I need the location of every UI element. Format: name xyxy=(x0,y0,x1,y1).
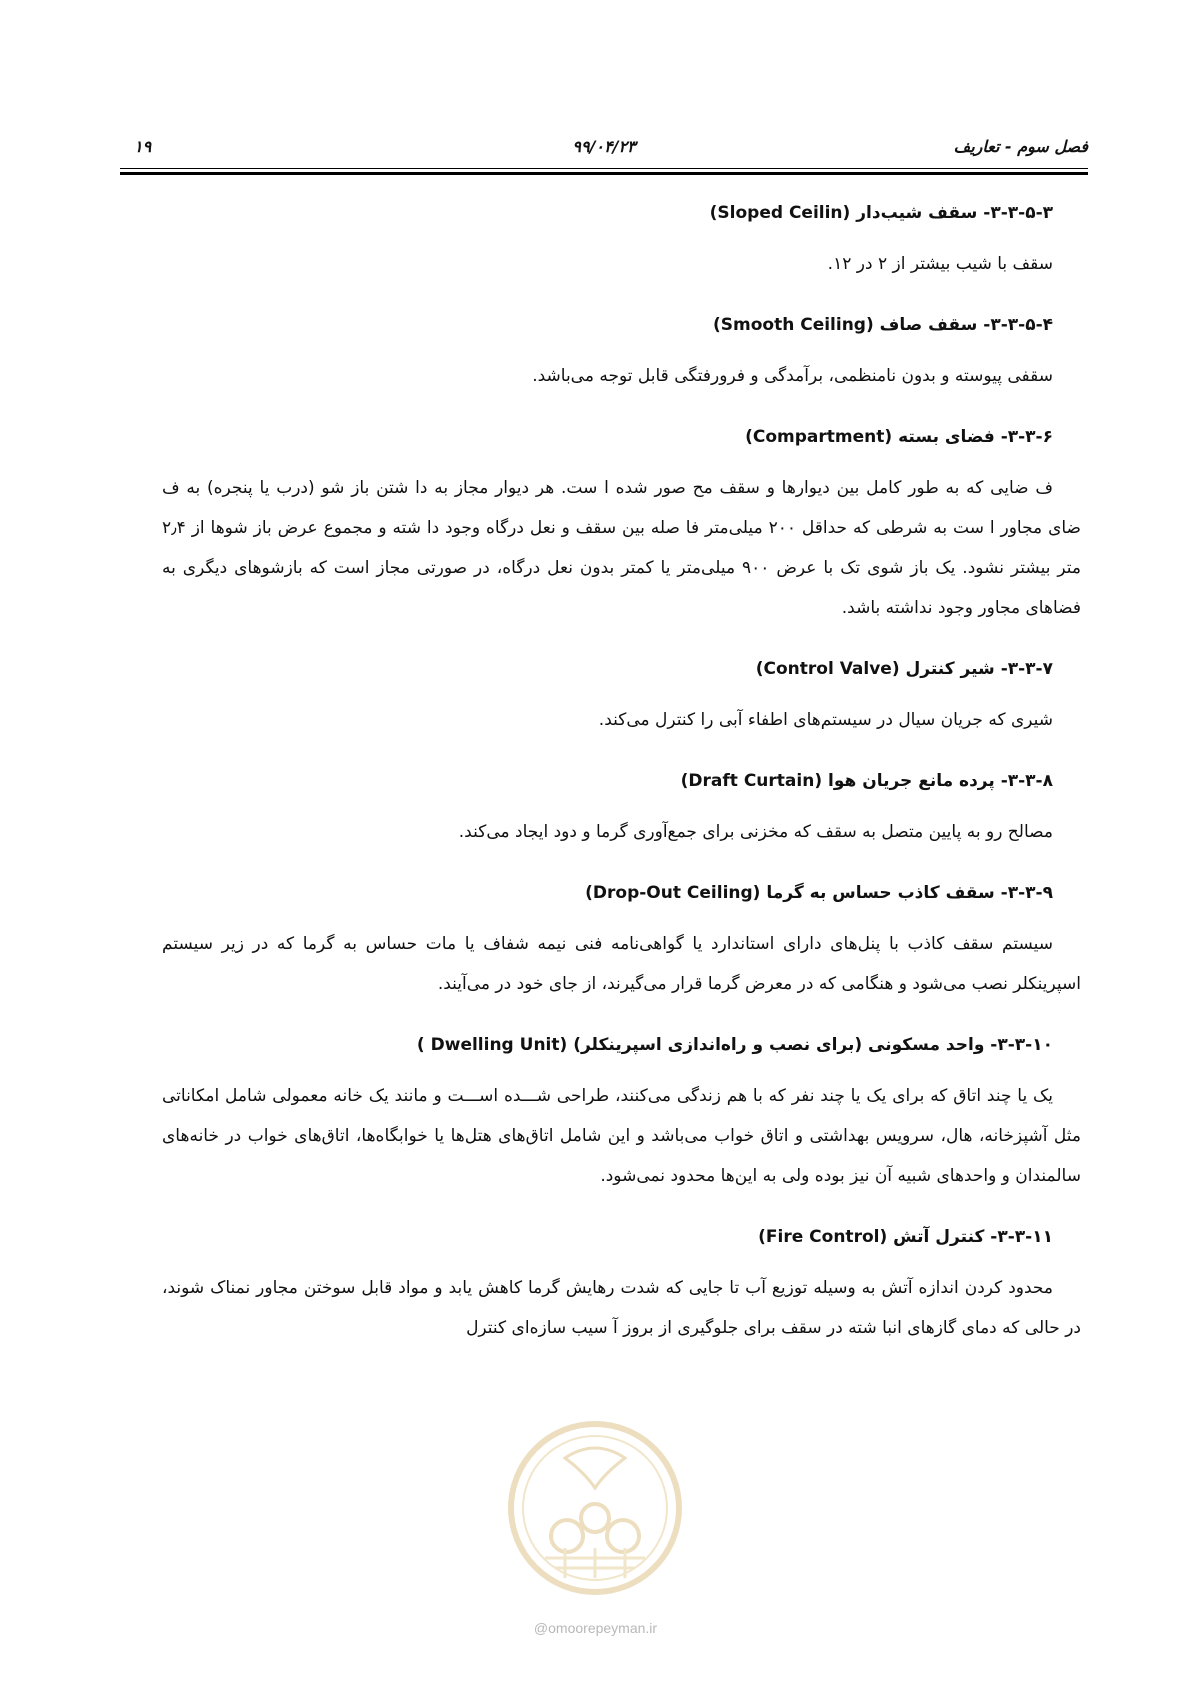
section-body: سیستم سقف کاذب با پنل‌های دارای استاندارد یا گواهی‌نامه فنی نیمه شفاف یا مات حساس به گرما که در زیر سیستم اسپرینکلر نصب می‌شود و هنگامی که در معرض گرما قرار می‌گیرند، از جای خود در می‌آیند. xyxy=(162,934,1081,994)
section-body: یک یا چند اتاق که برای یک یا چند نفر که با هم زندگی می‌کنند، طراحی شـــده اســـت و مانند یک خانه معمولی شامل امکاناتی مثل آشپزخانه، هال، سرویس بهداشتی و اتاق خواب می‌باشد و این شامل اتاق‌های هتل‌ها یا خوابگاه‌ها، اتاق‌های خواب در خانه‌های سالمندان و واحدهای شبیه آن نیز بوده ولی به این‌ها محدود نمی‌شود. xyxy=(162,1086,1081,1186)
header-date: ۹۹/۰۴/۲۳ xyxy=(572,137,636,156)
section-heading: ۳-۳-۵-۳- سقف شیب‌دار (Sloped Ceilin) xyxy=(709,203,1053,223)
header-rule-thick xyxy=(120,172,1088,175)
header-rule-thin xyxy=(120,168,1088,169)
section-sloped-ceiling xyxy=(162,200,1081,284)
section-heading: ۳-۳-۸- پرده مانع جریان هوا (Draft Curtain) xyxy=(680,771,1053,791)
section-heading: ۳-۳-۱۱- کنترل آتش (Fire Control) xyxy=(758,1227,1053,1247)
watermark-logo-icon xyxy=(505,1418,685,1598)
section-heading: ۳-۳-۱۰- واحد مسکونی (برای نصب و راه‌اندازی اسپرینکلر) (Dwelling Unit ) xyxy=(416,1035,1053,1055)
section-control-valve xyxy=(162,656,1081,740)
section-dwelling-unit xyxy=(162,1032,1081,1196)
chapter-title: فصل سوم - تعاریف xyxy=(953,137,1088,156)
section-body: ف ضایی که به طور کامل بین دیوارها و سقف مح صور شده ا ست. هر دیوار مجاز به دا شتن باز شو (درب یا پنجره) به ف ضای مجاور ا ست به شرطی که حداقل ۲۰۰ میلی‌متر فا صله بین سقف و نعل درگاه وجود دا شته و مجموع عرض باز شوها از ۲٫۴ متر بیشتر نشود. یک باز شوی تک با عرض ۹۰۰ میلی‌متر یا کمتر بدون نعل درگاه، در صورتی مجاز است که بازشوهای دیگری به فضاهای مجاور وجود نداشته باشد. xyxy=(162,478,1081,618)
section-drop-out-ceiling xyxy=(162,880,1081,1004)
section-body: مصالح رو به پایین متصل به سقف که مخزنی برای جمع‌آوری گرما و دود ایجاد می‌کند. xyxy=(458,822,1053,842)
section-body: سقف با شیب بیشتر از ۲ در ۱۲. xyxy=(827,254,1053,274)
page-number: ۱۹ xyxy=(134,137,152,156)
section-heading: ۳-۳-۷- شیر کنترل (Control Valve) xyxy=(755,659,1053,679)
section-smooth-ceiling xyxy=(162,312,1081,396)
main-content xyxy=(162,200,1081,1376)
section-compartment xyxy=(162,424,1081,628)
section-draft-curtain xyxy=(162,768,1081,852)
section-body: سقفی پیوسته و بدون نامنظمی، برآمدگی و فرورفتگی قابل توجه می‌باشد. xyxy=(532,366,1053,386)
section-heading: ۳-۳-۹- سقف کاذب حساس به گرما (Drop-Out Ceiling) xyxy=(585,883,1053,903)
section-fire-control xyxy=(162,1224,1081,1348)
section-heading: ۳-۳-۵-۴- سقف صاف (Smooth Ceiling) xyxy=(712,315,1053,335)
section-body: شیری که جریان سیال در سیستم‌های اطفاء آبی را کنترل می‌کند. xyxy=(598,710,1053,730)
section-heading: ۳-۳-۶- فضای بسته (Compartment) xyxy=(745,427,1053,447)
watermark-site: @omoorepeyman.ir xyxy=(533,1620,658,1636)
section-body: محدود کردن اندازه آتش به وسیله توزیع آب تا جایی که شدت رهایش گرما کاهش یابد و مواد قابل سوختن مجاور نمناک شوند، در حالی که دمای گازهای انبا شته در سقف برای جلوگیری از بروز آ سیب سازه‌ای کنترل xyxy=(162,1278,1081,1338)
page-header xyxy=(120,137,1088,157)
